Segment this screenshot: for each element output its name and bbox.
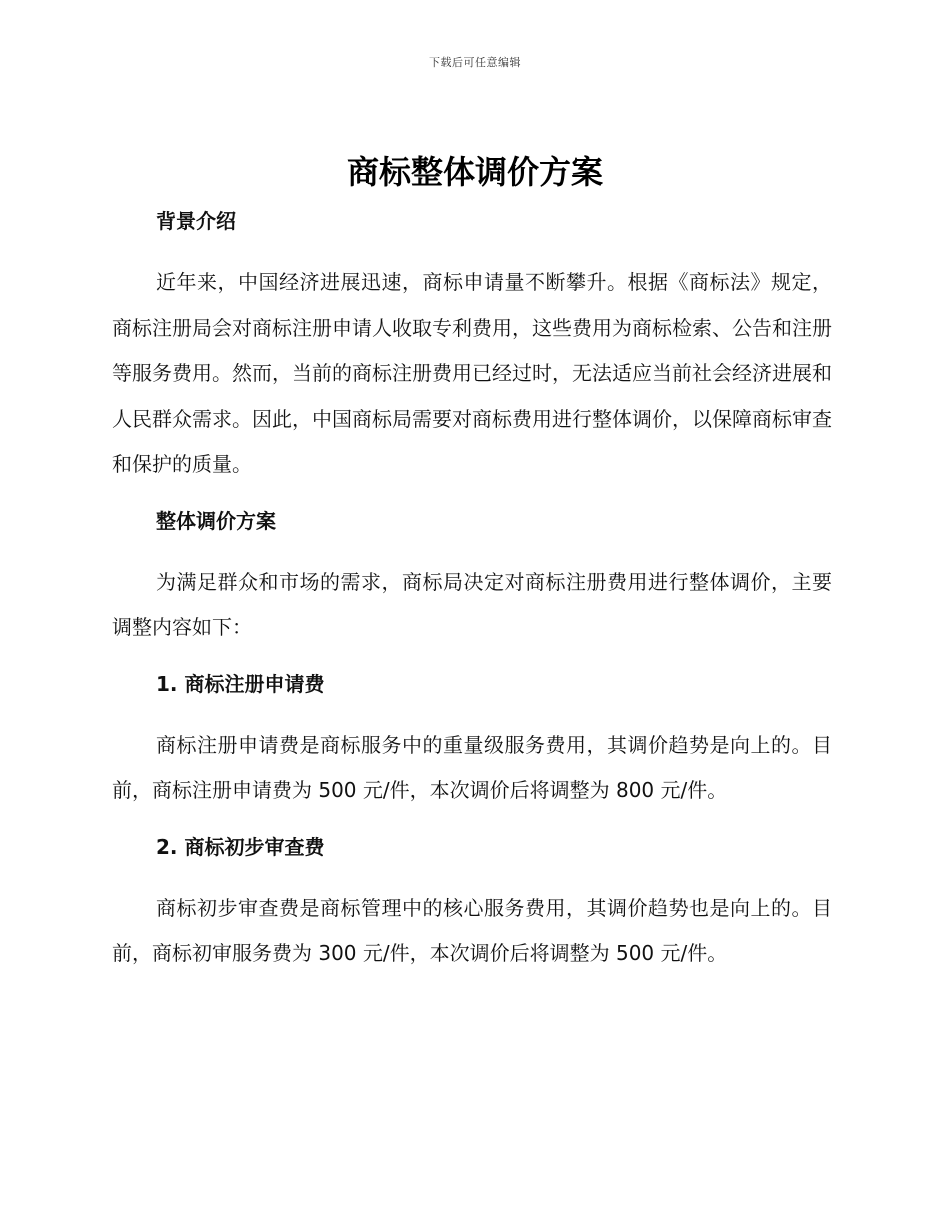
subsection-heading-examination-fee: 2. 商标初步审查费: [156, 834, 325, 859]
section-paragraph-background: 近年来，中国经济进展迅速，商标申请量不断攀升。根据《商标法》规定，商标注册局会对商标注册申请人收取专利费用，这些费用为商标检索、公告和注册等服务费用。然而，当前的商标注册费用已经过时，无法适应当前社会经济进展和人民群众需求。因此，中国商标局需要对商标费用进行整体调价，以保障商标审查和保护的质量。: [112, 270, 832, 476]
subsection-heading-registration-fee: 1. 商标注册申请费: [156, 671, 325, 696]
section-paragraph-plan: 为满足群众和市场的需求，商标局决定对商标注册费用进行整体调价，主要调整内容如下：: [112, 569, 832, 639]
section-heading-background: 背景介绍: [156, 209, 236, 233]
document-body: [112, 204, 832, 977]
subsection-paragraph-registration-fee: 商标注册申请费是商标服务中的重量级服务费用，其调价趋势是向上的。目前，商标注册申请费为 500 元/件，本次调价后将调整为 800 元/件。: [112, 732, 832, 802]
subsection-paragraph-examination-fee: 商标初步审查费是商标管理中的核心服务费用，其调价趋势也是向上的。目前，商标初审服务费为 300 元/件，本次调价后将调整为 500 元/件。: [112, 895, 832, 965]
page-header-note: 下载后可任意编辑: [429, 56, 521, 69]
section-heading-plan: 整体调价方案: [156, 508, 276, 533]
document-title: 商标整体调价方案: [346, 153, 603, 191]
